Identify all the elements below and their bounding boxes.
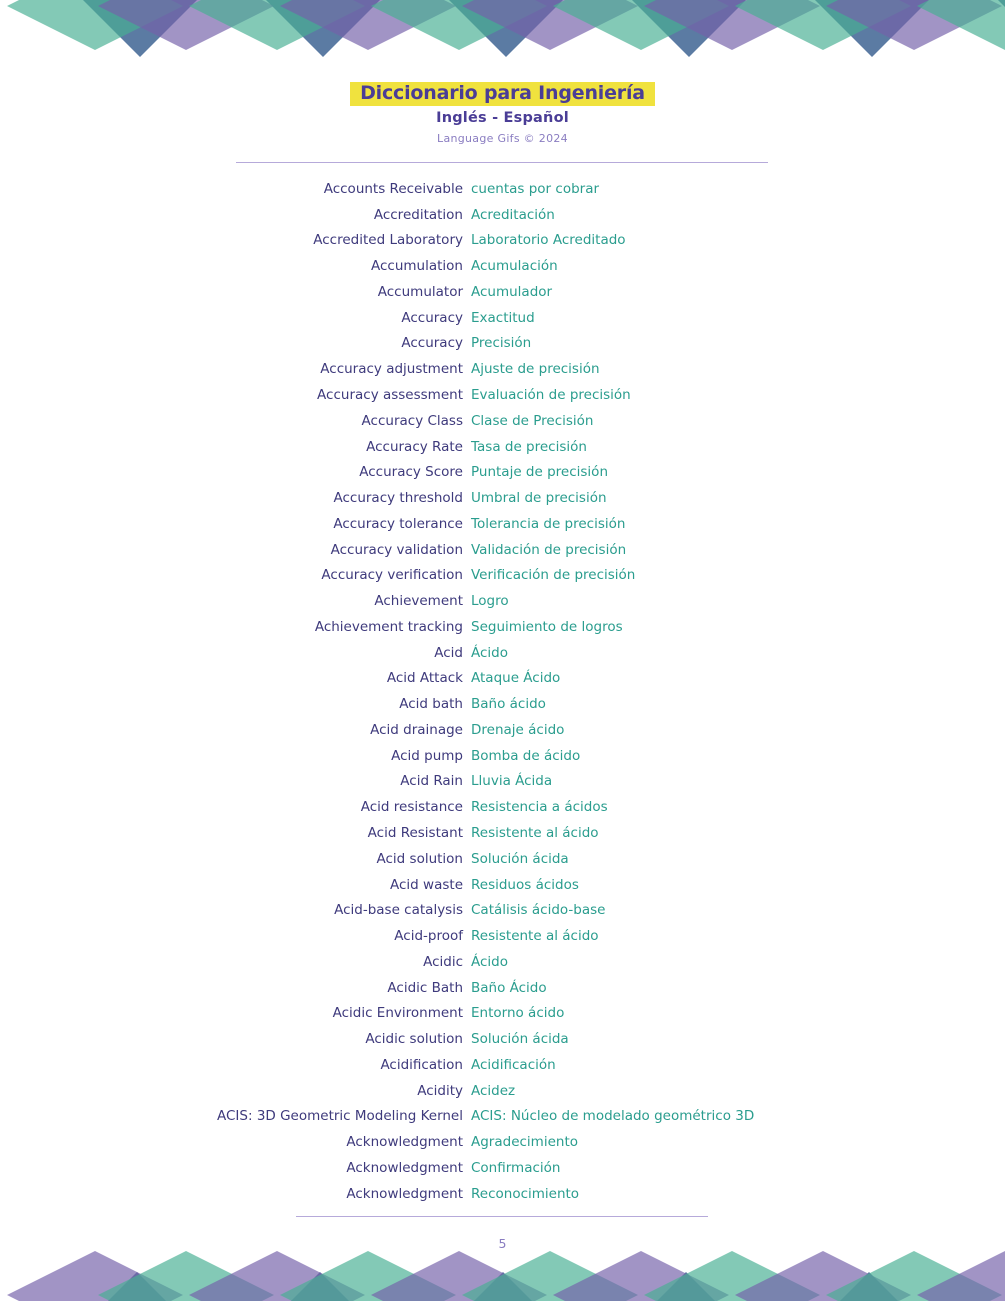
- entry-row: [0, 666, 1005, 692]
- spanish-term: Entorno ácido: [471, 1005, 565, 1022]
- english-term: Accuracy Rate: [366, 438, 463, 455]
- english-term: Accuracy validation: [330, 541, 463, 558]
- spanish-term: Acumulador: [471, 283, 553, 300]
- spanish-term: Acumulación: [471, 258, 558, 275]
- entry-row: [0, 897, 1005, 923]
- english-term: Acid drainage: [370, 721, 463, 738]
- entry-row: [0, 1181, 1005, 1207]
- entry-row: [0, 872, 1005, 898]
- english-term: Accredited Laboratory: [313, 232, 463, 249]
- spanish-term: ACIS: Núcleo de modelado geométrico 3D: [471, 1108, 755, 1125]
- spanish-term: Ácido: [471, 644, 508, 661]
- spanish-term: Ajuste de precisión: [471, 361, 600, 378]
- spanish-term: Reconocimiento: [471, 1185, 580, 1202]
- entry-row: [0, 356, 1005, 382]
- spanish-term: Acidificación: [471, 1056, 556, 1073]
- entry-row: [0, 588, 1005, 614]
- entry-row: [0, 511, 1005, 537]
- page-number: 5: [498, 1236, 507, 1251]
- entry-row: [0, 537, 1005, 563]
- entry-row: [0, 769, 1005, 795]
- english-term: Acid-base catalysis: [334, 902, 463, 919]
- page-title: Diccionario para Ingeniería: [350, 82, 655, 106]
- spanish-term: Agradecimiento: [471, 1134, 578, 1151]
- spanish-term: Baño ácido: [471, 696, 546, 713]
- entry-row: [0, 923, 1005, 949]
- english-term: Accuracy verification: [321, 567, 463, 584]
- entry-row: [0, 279, 1005, 305]
- english-term: Acid bath: [399, 696, 463, 713]
- spanish-term: Lluvia Ácida: [471, 773, 553, 790]
- spanish-term: Bomba de ácido: [471, 747, 581, 764]
- english-term: Accuracy Score: [359, 464, 463, 481]
- spanish-term: Ataque Ácido: [471, 670, 561, 687]
- spanish-term: Resistencia a ácidos: [471, 799, 608, 816]
- english-term: Accuracy assessment: [317, 387, 463, 403]
- spanish-term: Verificación de precisión: [471, 567, 636, 584]
- entry-row: [0, 640, 1005, 666]
- entry-row: [0, 253, 1005, 279]
- spanish-term: Residuos ácidos: [471, 876, 579, 893]
- entry-row: [0, 176, 1005, 202]
- english-term: Acidic solution: [365, 1031, 463, 1048]
- english-term: Acknowledgment: [346, 1134, 463, 1151]
- english-term: Acid Resistant: [367, 825, 463, 842]
- entry-row: [0, 382, 1005, 408]
- entry-row: [0, 975, 1005, 1001]
- spanish-term: Solución ácida: [471, 850, 569, 867]
- entry-row: [0, 743, 1005, 769]
- english-term: Acid solution: [376, 850, 463, 867]
- english-term: Acidification: [380, 1056, 463, 1073]
- spanish-term: Tasa de precisión: [471, 438, 587, 455]
- entry-row: [0, 949, 1005, 975]
- entry-row: [0, 794, 1005, 820]
- english-term: Accuracy threshold: [333, 490, 463, 507]
- bottom-diamond-pattern-icon: [0, 1240, 1005, 1301]
- english-term: Accreditation: [373, 206, 463, 223]
- english-term: Acid Attack: [386, 670, 463, 687]
- entry-row: [0, 614, 1005, 640]
- spanish-term: Resistente al ácido: [471, 825, 599, 842]
- copyright-line: Language Gifs © 2024: [437, 132, 568, 145]
- page-subtitle: Inglés - Español: [436, 110, 569, 126]
- entry-row: [0, 846, 1005, 872]
- english-term: ACIS: 3D Geometric Modeling Kernel: [217, 1108, 463, 1125]
- spanish-term: Clase de Precisión: [471, 412, 594, 429]
- entry-row: [0, 820, 1005, 846]
- entry-row: [0, 228, 1005, 254]
- entry-row: [0, 691, 1005, 717]
- english-term: Acid: [434, 644, 463, 661]
- entry-row: [0, 1104, 1005, 1130]
- spanish-term: Logro: [471, 593, 509, 610]
- english-term: Accuracy tolerance: [333, 515, 463, 532]
- spanish-term: Laboratorio Acreditado: [471, 232, 626, 249]
- entry-row: [0, 1155, 1005, 1181]
- spanish-term: Puntaje de precisión: [471, 464, 608, 481]
- spanish-term: Seguimiento de logros: [471, 618, 623, 635]
- english-term: Acidic Environment: [332, 1005, 463, 1022]
- header-divider: [236, 162, 768, 163]
- spanish-term: Resistente al ácido: [471, 928, 599, 945]
- spanish-term: Umbral de precisión: [471, 490, 607, 507]
- english-term: Acknowledgment: [346, 1185, 463, 1202]
- page-header: [0, 82, 1005, 145]
- entry-row: [0, 305, 1005, 331]
- top-diamond-pattern-icon: [0, 0, 1005, 80]
- english-term: Accuracy: [401, 309, 463, 326]
- entry-row: [0, 202, 1005, 228]
- spanish-term: Validación de precisión: [471, 541, 627, 558]
- entry-row: [0, 1078, 1005, 1104]
- entry-row: [0, 1026, 1005, 1052]
- english-term: Accounts Receivable: [323, 180, 463, 197]
- spanish-term: Tolerancia de precisión: [471, 515, 626, 532]
- english-term: Accumulator: [377, 283, 463, 300]
- spanish-term: Precisión: [471, 335, 532, 352]
- spanish-term: Ácido: [471, 953, 508, 970]
- spanish-term: Drenaje ácido: [471, 721, 565, 738]
- footer-divider: [296, 1216, 708, 1217]
- entry-row: [0, 1052, 1005, 1078]
- spanish-term: Acreditación: [471, 206, 555, 223]
- english-term: Achievement: [374, 593, 463, 610]
- dictionary-entry-list: [0, 176, 1005, 1207]
- english-term: Accuracy Class: [361, 412, 463, 429]
- english-term: Acid resistance: [360, 799, 463, 816]
- english-term: Acid-proof: [394, 928, 463, 945]
- entry-row: [0, 1129, 1005, 1155]
- english-term: Acknowledgment: [346, 1159, 463, 1176]
- english-term: Acid Rain: [400, 773, 463, 790]
- english-term: Acidic: [423, 953, 463, 970]
- entry-row: [0, 1001, 1005, 1027]
- english-term: Acid waste: [390, 876, 463, 893]
- entry-row: [0, 434, 1005, 460]
- spanish-term: Exactitud: [471, 309, 535, 326]
- entry-row: [0, 459, 1005, 485]
- english-term: Accumulation: [371, 258, 463, 275]
- spanish-term: Baño Ácido: [471, 979, 547, 996]
- spanish-term: Catálisis ácido-base: [471, 902, 606, 919]
- spanish-term: Evaluación de precisión: [471, 387, 631, 403]
- entry-row: [0, 408, 1005, 434]
- spanish-term: cuentas por cobrar: [471, 180, 600, 197]
- spanish-term: Solución ácida: [471, 1031, 569, 1048]
- english-term: Acid pump: [391, 747, 463, 764]
- entry-row: [0, 562, 1005, 588]
- english-term: Acidity: [417, 1082, 463, 1099]
- spanish-term: Acidez: [471, 1082, 516, 1099]
- english-term: Accuracy: [401, 335, 463, 352]
- spanish-term: Confirmación: [471, 1159, 561, 1176]
- entry-row: [0, 485, 1005, 511]
- entry-row: [0, 717, 1005, 743]
- english-term: Accuracy adjustment: [320, 361, 463, 378]
- english-term: Acidic Bath: [387, 979, 463, 996]
- entry-row: [0, 331, 1005, 357]
- english-term: Achievement tracking: [314, 618, 463, 635]
